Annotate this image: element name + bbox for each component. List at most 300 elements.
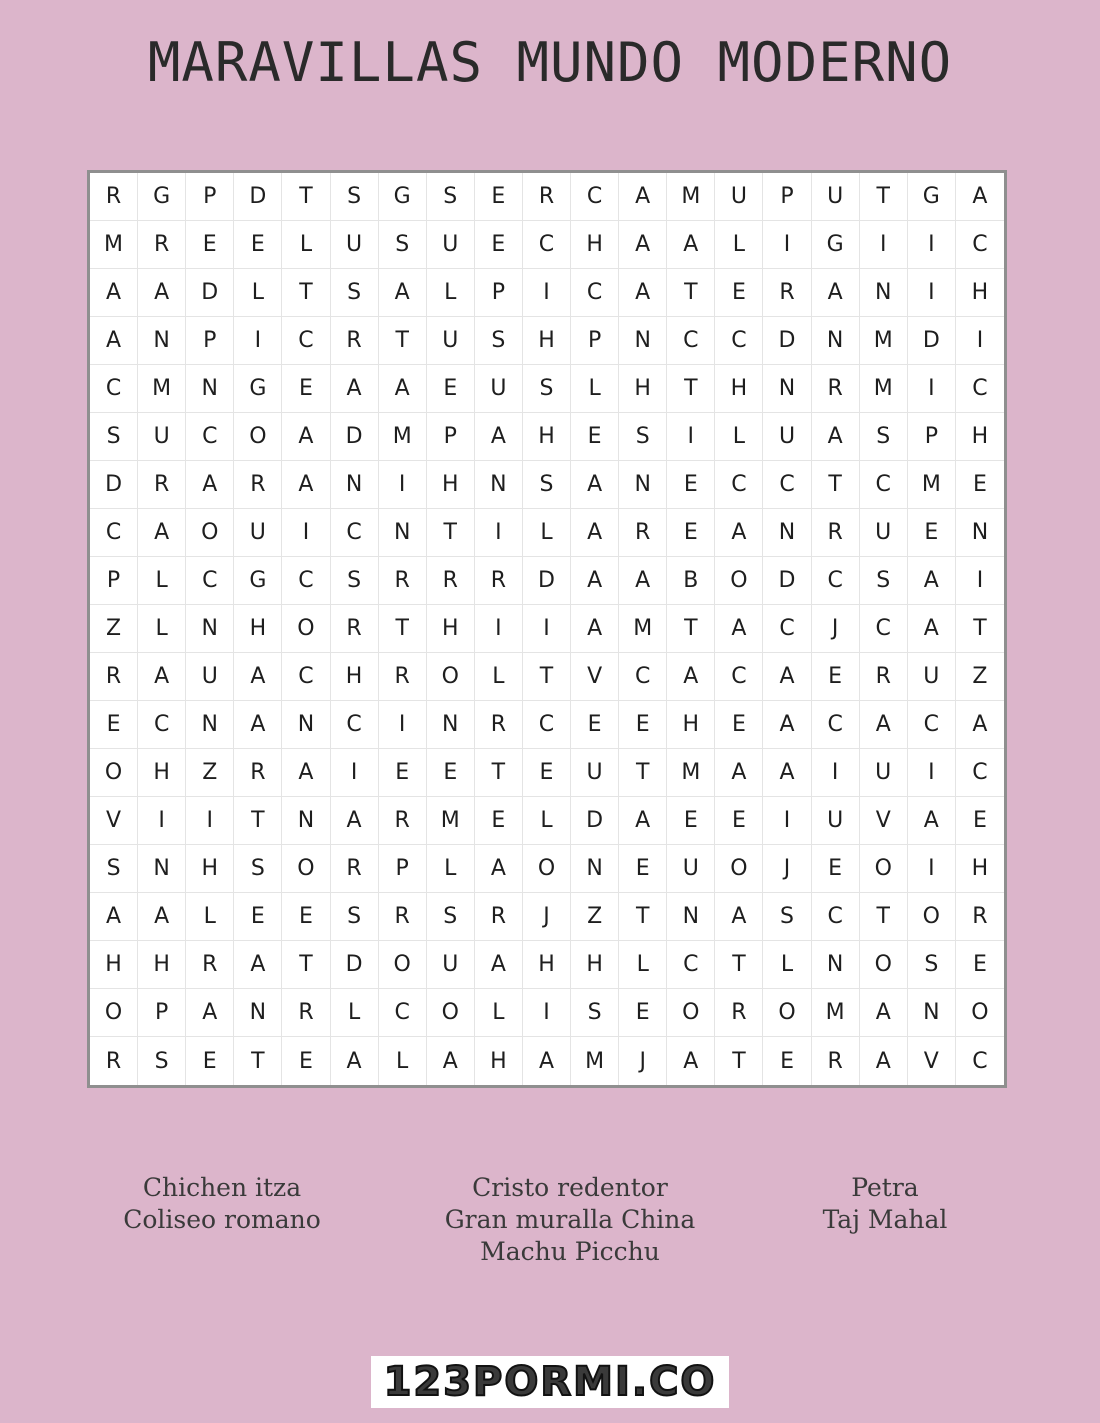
grid-cell[interactable]: O bbox=[379, 941, 427, 989]
grid-cell[interactable]: L bbox=[715, 413, 763, 461]
grid-cell[interactable]: T bbox=[860, 893, 908, 941]
grid-cell[interactable]: C bbox=[812, 893, 860, 941]
grid-cell[interactable]: T bbox=[427, 509, 475, 557]
grid-cell[interactable]: M bbox=[90, 221, 138, 269]
grid-cell[interactable]: E bbox=[90, 701, 138, 749]
grid-cell[interactable]: N bbox=[186, 605, 234, 653]
grid-cell[interactable]: D bbox=[571, 797, 619, 845]
grid-cell[interactable]: T bbox=[282, 173, 330, 221]
grid-cell[interactable]: G bbox=[379, 173, 427, 221]
grid-cell[interactable]: M bbox=[571, 1037, 619, 1085]
grid-cell[interactable]: I bbox=[956, 557, 1004, 605]
grid-cell[interactable]: D bbox=[523, 557, 571, 605]
grid-cell[interactable]: A bbox=[186, 989, 234, 1037]
grid-cell[interactable]: L bbox=[331, 989, 379, 1037]
grid-cell[interactable]: H bbox=[715, 365, 763, 413]
grid-cell[interactable]: E bbox=[715, 701, 763, 749]
grid-cell[interactable]: I bbox=[523, 605, 571, 653]
grid-cell[interactable]: N bbox=[234, 989, 282, 1037]
grid-cell[interactable]: N bbox=[763, 365, 811, 413]
grid-cell[interactable]: P bbox=[763, 173, 811, 221]
grid-cell[interactable]: A bbox=[619, 557, 667, 605]
grid-cell[interactable]: C bbox=[90, 365, 138, 413]
grid-cell[interactable]: O bbox=[186, 509, 234, 557]
grid-cell[interactable]: H bbox=[427, 461, 475, 509]
grid-cell[interactable]: H bbox=[427, 605, 475, 653]
grid-cell[interactable]: T bbox=[956, 605, 1004, 653]
grid-cell[interactable]: I bbox=[763, 797, 811, 845]
grid-cell[interactable]: G bbox=[138, 173, 186, 221]
grid-cell[interactable]: V bbox=[860, 797, 908, 845]
grid-cell[interactable]: I bbox=[763, 221, 811, 269]
grid-cell[interactable]: E bbox=[619, 989, 667, 1037]
grid-cell[interactable]: G bbox=[812, 221, 860, 269]
grid-cell[interactable]: P bbox=[427, 413, 475, 461]
grid-cell[interactable]: P bbox=[186, 317, 234, 365]
grid-cell[interactable]: S bbox=[763, 893, 811, 941]
grid-cell[interactable]: A bbox=[956, 173, 1004, 221]
grid-cell[interactable]: A bbox=[186, 461, 234, 509]
grid-cell[interactable]: A bbox=[138, 893, 186, 941]
grid-cell[interactable]: U bbox=[763, 413, 811, 461]
grid-cell[interactable]: L bbox=[475, 653, 523, 701]
grid-cell[interactable]: I bbox=[523, 269, 571, 317]
grid-cell[interactable]: H bbox=[186, 845, 234, 893]
grid-cell[interactable]: A bbox=[379, 269, 427, 317]
grid-cell[interactable]: O bbox=[90, 989, 138, 1037]
grid-cell[interactable]: R bbox=[715, 989, 763, 1037]
grid-cell[interactable]: R bbox=[331, 845, 379, 893]
grid-cell[interactable]: R bbox=[90, 173, 138, 221]
grid-cell[interactable]: L bbox=[234, 269, 282, 317]
grid-cell[interactable]: S bbox=[619, 413, 667, 461]
grid-cell[interactable]: S bbox=[475, 317, 523, 365]
grid-cell[interactable]: R bbox=[812, 1037, 860, 1085]
grid-cell[interactable]: E bbox=[812, 845, 860, 893]
grid-cell[interactable]: S bbox=[523, 365, 571, 413]
grid-cell[interactable]: U bbox=[427, 941, 475, 989]
grid-cell[interactable]: L bbox=[523, 797, 571, 845]
grid-cell[interactable]: Z bbox=[90, 605, 138, 653]
grid-cell[interactable]: C bbox=[908, 701, 956, 749]
grid-cell[interactable]: E bbox=[186, 221, 234, 269]
grid-cell[interactable]: R bbox=[427, 557, 475, 605]
grid-cell[interactable]: A bbox=[523, 1037, 571, 1085]
grid-cell[interactable]: C bbox=[763, 605, 811, 653]
grid-cell[interactable]: Z bbox=[571, 893, 619, 941]
grid-cell[interactable]: S bbox=[860, 557, 908, 605]
grid-cell[interactable]: U bbox=[475, 365, 523, 413]
grid-cell[interactable]: T bbox=[715, 1037, 763, 1085]
grid-cell[interactable]: M bbox=[138, 365, 186, 413]
grid-cell[interactable]: P bbox=[908, 413, 956, 461]
grid-cell[interactable]: M bbox=[667, 749, 715, 797]
grid-cell[interactable]: D bbox=[90, 461, 138, 509]
grid-cell[interactable]: E bbox=[475, 221, 523, 269]
grid-cell[interactable]: L bbox=[763, 941, 811, 989]
grid-cell[interactable]: E bbox=[667, 797, 715, 845]
grid-cell[interactable]: A bbox=[282, 413, 330, 461]
grid-cell[interactable]: I bbox=[908, 269, 956, 317]
grid-cell[interactable]: A bbox=[619, 221, 667, 269]
grid-cell[interactable]: I bbox=[379, 701, 427, 749]
grid-cell[interactable]: U bbox=[186, 653, 234, 701]
grid-cell[interactable]: N bbox=[427, 701, 475, 749]
grid-cell[interactable]: C bbox=[282, 317, 330, 365]
grid-cell[interactable]: U bbox=[860, 749, 908, 797]
grid-cell[interactable]: N bbox=[186, 701, 234, 749]
grid-cell[interactable]: E bbox=[956, 797, 1004, 845]
grid-cell[interactable]: I bbox=[138, 797, 186, 845]
grid-cell[interactable]: M bbox=[860, 317, 908, 365]
grid-cell[interactable]: C bbox=[715, 653, 763, 701]
grid-cell[interactable]: C bbox=[812, 557, 860, 605]
grid-cell[interactable]: A bbox=[908, 557, 956, 605]
grid-cell[interactable]: E bbox=[186, 1037, 234, 1085]
grid-cell[interactable]: D bbox=[908, 317, 956, 365]
grid-cell[interactable]: R bbox=[234, 461, 282, 509]
grid-cell[interactable]: V bbox=[90, 797, 138, 845]
grid-cell[interactable]: E bbox=[763, 1037, 811, 1085]
grid-cell[interactable]: R bbox=[186, 941, 234, 989]
grid-cell[interactable]: C bbox=[138, 701, 186, 749]
grid-cell[interactable]: N bbox=[475, 461, 523, 509]
grid-cell[interactable]: T bbox=[860, 173, 908, 221]
grid-cell[interactable]: E bbox=[379, 749, 427, 797]
grid-cell[interactable]: C bbox=[860, 461, 908, 509]
grid-cell[interactable]: A bbox=[571, 557, 619, 605]
grid-cell[interactable]: H bbox=[138, 749, 186, 797]
grid-cell[interactable]: S bbox=[90, 413, 138, 461]
grid-cell[interactable]: A bbox=[619, 173, 667, 221]
grid-cell[interactable]: A bbox=[234, 653, 282, 701]
grid-cell[interactable]: D bbox=[763, 557, 811, 605]
grid-cell[interactable]: U bbox=[715, 173, 763, 221]
grid-cell[interactable]: C bbox=[667, 317, 715, 365]
grid-cell[interactable]: A bbox=[667, 1037, 715, 1085]
grid-cell[interactable]: A bbox=[90, 893, 138, 941]
grid-cell[interactable]: C bbox=[956, 365, 1004, 413]
grid-cell[interactable]: A bbox=[331, 1037, 379, 1085]
grid-cell[interactable]: G bbox=[234, 557, 282, 605]
grid-cell[interactable]: T bbox=[234, 797, 282, 845]
grid-cell[interactable]: A bbox=[763, 701, 811, 749]
grid-cell[interactable]: C bbox=[282, 653, 330, 701]
grid-cell[interactable]: R bbox=[234, 749, 282, 797]
grid-cell[interactable]: M bbox=[860, 365, 908, 413]
grid-cell[interactable]: P bbox=[186, 173, 234, 221]
grid-cell[interactable]: N bbox=[860, 269, 908, 317]
grid-cell[interactable]: E bbox=[715, 797, 763, 845]
grid-cell[interactable]: L bbox=[619, 941, 667, 989]
grid-cell[interactable]: A bbox=[331, 365, 379, 413]
grid-cell[interactable]: A bbox=[956, 701, 1004, 749]
grid-cell[interactable]: R bbox=[523, 173, 571, 221]
grid-cell[interactable]: O bbox=[427, 989, 475, 1037]
grid-cell[interactable]: C bbox=[972, 1048, 988, 1074]
grid-cell[interactable]: G bbox=[234, 365, 282, 413]
grid-cell[interactable]: R bbox=[812, 509, 860, 557]
grid-cell[interactable]: R bbox=[379, 893, 427, 941]
grid-cell[interactable]: S bbox=[523, 461, 571, 509]
grid-cell[interactable]: E bbox=[908, 509, 956, 557]
grid-cell[interactable]: N bbox=[619, 317, 667, 365]
grid-cell[interactable]: U bbox=[427, 221, 475, 269]
grid-cell[interactable]: P bbox=[90, 557, 138, 605]
grid-cell[interactable]: O bbox=[427, 653, 475, 701]
grid-cell[interactable]: M bbox=[667, 173, 715, 221]
grid-cell[interactable]: S bbox=[331, 557, 379, 605]
grid-cell[interactable]: I bbox=[908, 845, 956, 893]
grid-cell[interactable]: H bbox=[523, 413, 571, 461]
grid-cell[interactable]: S bbox=[860, 413, 908, 461]
grid-cell[interactable]: S bbox=[90, 845, 138, 893]
grid-cell[interactable]: I bbox=[908, 365, 956, 413]
grid-cell[interactable]: A bbox=[908, 605, 956, 653]
grid-cell[interactable]: A bbox=[282, 461, 330, 509]
grid-cell[interactable]: T bbox=[619, 749, 667, 797]
grid-cell[interactable]: N bbox=[908, 989, 956, 1037]
grid-cell[interactable]: O bbox=[523, 845, 571, 893]
grid-cell[interactable]: P bbox=[379, 845, 427, 893]
grid-cell[interactable]: S bbox=[427, 893, 475, 941]
grid-cell[interactable]: E bbox=[475, 173, 523, 221]
grid-cell[interactable]: E bbox=[812, 653, 860, 701]
grid-cell[interactable]: N bbox=[763, 509, 811, 557]
grid-cell[interactable]: O bbox=[860, 845, 908, 893]
grid-cell[interactable]: R bbox=[138, 461, 186, 509]
grid-cell[interactable]: L bbox=[523, 509, 571, 557]
grid-cell[interactable]: M bbox=[379, 413, 427, 461]
grid-cell[interactable]: R bbox=[860, 653, 908, 701]
grid-cell[interactable]: C bbox=[667, 941, 715, 989]
grid-cell[interactable]: I bbox=[186, 797, 234, 845]
grid-cell[interactable]: A bbox=[571, 509, 619, 557]
grid-cell[interactable]: P bbox=[571, 317, 619, 365]
grid-cell[interactable]: I bbox=[234, 317, 282, 365]
grid-cell[interactable]: S bbox=[379, 221, 427, 269]
grid-cell[interactable]: U bbox=[908, 653, 956, 701]
grid-cell[interactable]: N bbox=[186, 365, 234, 413]
grid-cell[interactable]: C bbox=[331, 701, 379, 749]
grid-cell[interactable]: U bbox=[860, 509, 908, 557]
grid-cell[interactable]: A bbox=[619, 269, 667, 317]
grid-cell[interactable]: D bbox=[331, 413, 379, 461]
grid-cell[interactable]: U bbox=[427, 317, 475, 365]
grid-cell[interactable]: E bbox=[427, 749, 475, 797]
grid-cell[interactable]: H bbox=[331, 653, 379, 701]
grid-cell[interactable]: P bbox=[138, 989, 186, 1037]
grid-cell[interactable]: E bbox=[475, 797, 523, 845]
grid-cell[interactable]: A bbox=[715, 605, 763, 653]
grid-cell[interactable]: R bbox=[90, 653, 138, 701]
grid-cell[interactable]: R bbox=[90, 1037, 138, 1085]
grid-cell[interactable]: R bbox=[282, 989, 330, 1037]
grid-cell[interactable]: H bbox=[667, 701, 715, 749]
grid-cell[interactable]: L bbox=[282, 221, 330, 269]
grid-cell[interactable]: A bbox=[571, 605, 619, 653]
grid-cell[interactable]: A bbox=[282, 749, 330, 797]
grid-cell[interactable]: O bbox=[282, 845, 330, 893]
grid-cell[interactable]: P bbox=[475, 269, 523, 317]
grid-cell[interactable]: E bbox=[956, 941, 1004, 989]
grid-cell[interactable]: A bbox=[860, 1037, 908, 1085]
grid-cell[interactable]: D bbox=[234, 173, 282, 221]
grid-cell[interactable]: Z bbox=[956, 653, 1004, 701]
grid-cell[interactable]: C bbox=[331, 509, 379, 557]
grid-cell[interactable]: O bbox=[715, 845, 763, 893]
grid-cell[interactable]: N bbox=[619, 461, 667, 509]
grid-cell[interactable]: E bbox=[667, 461, 715, 509]
grid-cell[interactable]: N bbox=[282, 701, 330, 749]
grid-cell[interactable]: L bbox=[379, 1037, 427, 1085]
grid-cell[interactable]: L bbox=[138, 557, 186, 605]
grid-cell[interactable]: N bbox=[138, 845, 186, 893]
grid-cell[interactable]: C bbox=[379, 989, 427, 1037]
grid-cell[interactable]: C bbox=[571, 269, 619, 317]
grid-cell[interactable]: T bbox=[667, 605, 715, 653]
grid-cell[interactable]: U bbox=[812, 173, 860, 221]
grid-cell[interactable]: N bbox=[667, 893, 715, 941]
grid-cell[interactable]: H bbox=[475, 1037, 523, 1085]
grid-cell[interactable]: N bbox=[282, 797, 330, 845]
grid-cell[interactable]: H bbox=[619, 365, 667, 413]
grid-cell[interactable]: H bbox=[571, 221, 619, 269]
grid-cell[interactable]: A bbox=[763, 749, 811, 797]
grid-cell[interactable]: H bbox=[234, 605, 282, 653]
grid-cell[interactable]: R bbox=[619, 509, 667, 557]
grid-cell[interactable]: T bbox=[667, 269, 715, 317]
grid-cell[interactable]: E bbox=[427, 365, 475, 413]
grid-cell[interactable]: T bbox=[282, 269, 330, 317]
grid-cell[interactable]: L bbox=[186, 893, 234, 941]
grid-cell[interactable]: H bbox=[571, 941, 619, 989]
grid-cell[interactable]: O bbox=[715, 557, 763, 605]
grid-cell[interactable]: E bbox=[234, 221, 282, 269]
grid-cell[interactable]: I bbox=[667, 413, 715, 461]
grid-cell[interactable]: E bbox=[282, 365, 330, 413]
grid-cell[interactable]: S bbox=[908, 941, 956, 989]
grid-cell[interactable]: A bbox=[138, 269, 186, 317]
grid-cell[interactable]: U bbox=[234, 509, 282, 557]
grid-cell[interactable]: C bbox=[523, 701, 571, 749]
grid-cell[interactable]: J bbox=[812, 605, 860, 653]
grid-cell[interactable]: T bbox=[523, 653, 571, 701]
grid-cell[interactable]: A bbox=[475, 413, 523, 461]
grid-cell[interactable]: V bbox=[908, 1037, 956, 1085]
grid-cell[interactable]: N bbox=[138, 317, 186, 365]
grid-cell[interactable]: R bbox=[379, 557, 427, 605]
grid-cell[interactable]: H bbox=[956, 413, 1004, 461]
grid-cell[interactable]: I bbox=[282, 509, 330, 557]
grid-cell[interactable]: S bbox=[138, 1037, 186, 1085]
grid-cell[interactable]: O bbox=[908, 893, 956, 941]
grid-cell[interactable]: A bbox=[90, 317, 138, 365]
grid-cell[interactable]: B bbox=[667, 557, 715, 605]
grid-cell[interactable]: N bbox=[331, 461, 379, 509]
grid-cell[interactable]: T bbox=[282, 941, 330, 989]
grid-cell[interactable]: T bbox=[475, 749, 523, 797]
grid-cell[interactable]: J bbox=[523, 893, 571, 941]
grid-cell[interactable]: O bbox=[956, 989, 1004, 1037]
grid-cell[interactable]: R bbox=[956, 893, 1004, 941]
grid-cell[interactable]: C bbox=[282, 557, 330, 605]
grid-cell[interactable]: C bbox=[956, 221, 1004, 269]
grid-cell[interactable]: A bbox=[571, 461, 619, 509]
grid-cell[interactable]: L bbox=[571, 365, 619, 413]
grid-cell[interactable]: S bbox=[571, 989, 619, 1037]
grid-cell[interactable]: O bbox=[282, 605, 330, 653]
grid-cell[interactable]: O bbox=[234, 413, 282, 461]
grid-cell[interactable]: C bbox=[763, 461, 811, 509]
grid-cell[interactable]: D bbox=[186, 269, 234, 317]
grid-cell[interactable]: L bbox=[427, 269, 475, 317]
grid-cell[interactable]: O bbox=[763, 989, 811, 1037]
grid-cell[interactable]: E bbox=[571, 701, 619, 749]
grid-cell[interactable]: E bbox=[956, 461, 1004, 509]
grid-cell[interactable]: A bbox=[812, 269, 860, 317]
grid-cell[interactable]: D bbox=[331, 941, 379, 989]
grid-cell[interactable]: O bbox=[90, 749, 138, 797]
grid-cell[interactable]: N bbox=[379, 509, 427, 557]
grid-cell[interactable]: H bbox=[956, 269, 1004, 317]
grid-cell[interactable]: N bbox=[812, 317, 860, 365]
grid-cell[interactable]: A bbox=[475, 845, 523, 893]
grid-cell[interactable]: C bbox=[715, 461, 763, 509]
grid-cell[interactable]: A bbox=[379, 365, 427, 413]
grid-cell[interactable]: A bbox=[715, 509, 763, 557]
grid-cell[interactable]: T bbox=[667, 365, 715, 413]
grid-cell[interactable]: C bbox=[186, 557, 234, 605]
grid-cell[interactable]: R bbox=[475, 557, 523, 605]
grid-cell[interactable]: S bbox=[331, 173, 379, 221]
grid-cell[interactable]: M bbox=[812, 989, 860, 1037]
grid-cell[interactable]: E bbox=[619, 701, 667, 749]
grid-cell[interactable]: M bbox=[908, 461, 956, 509]
grid-cell[interactable]: A bbox=[90, 269, 138, 317]
grid-cell[interactable]: A bbox=[234, 941, 282, 989]
grid-cell[interactable]: T bbox=[619, 893, 667, 941]
grid-cell[interactable]: M bbox=[619, 605, 667, 653]
grid-cell[interactable]: H bbox=[523, 317, 571, 365]
grid-cell[interactable]: I bbox=[908, 221, 956, 269]
grid-cell[interactable]: C bbox=[715, 317, 763, 365]
grid-cell[interactable]: R bbox=[331, 317, 379, 365]
grid-cell[interactable]: I bbox=[523, 989, 571, 1037]
grid-cell[interactable]: E bbox=[282, 893, 330, 941]
grid-cell[interactable]: C bbox=[523, 221, 571, 269]
grid-cell[interactable]: H bbox=[90, 941, 138, 989]
grid-cell[interactable]: R bbox=[331, 605, 379, 653]
grid-cell[interactable]: A bbox=[715, 749, 763, 797]
grid-cell[interactable]: S bbox=[234, 845, 282, 893]
grid-cell[interactable]: C bbox=[619, 653, 667, 701]
grid-cell[interactable]: T bbox=[234, 1037, 282, 1085]
grid-cell[interactable]: I bbox=[812, 749, 860, 797]
grid-cell[interactable]: U bbox=[138, 413, 186, 461]
grid-cell[interactable]: U bbox=[331, 221, 379, 269]
grid-cell[interactable]: T bbox=[812, 461, 860, 509]
grid-cell[interactable]: A bbox=[427, 1037, 475, 1085]
grid-cell[interactable]: U bbox=[667, 845, 715, 893]
grid-cell[interactable]: A bbox=[860, 701, 908, 749]
grid-cell[interactable]: V bbox=[571, 653, 619, 701]
grid-cell[interactable]: A bbox=[860, 989, 908, 1037]
grid-cell[interactable]: N bbox=[812, 941, 860, 989]
grid-cell[interactable]: E bbox=[619, 845, 667, 893]
grid-cell[interactable]: A bbox=[138, 509, 186, 557]
grid-cell[interactable]: R bbox=[475, 893, 523, 941]
